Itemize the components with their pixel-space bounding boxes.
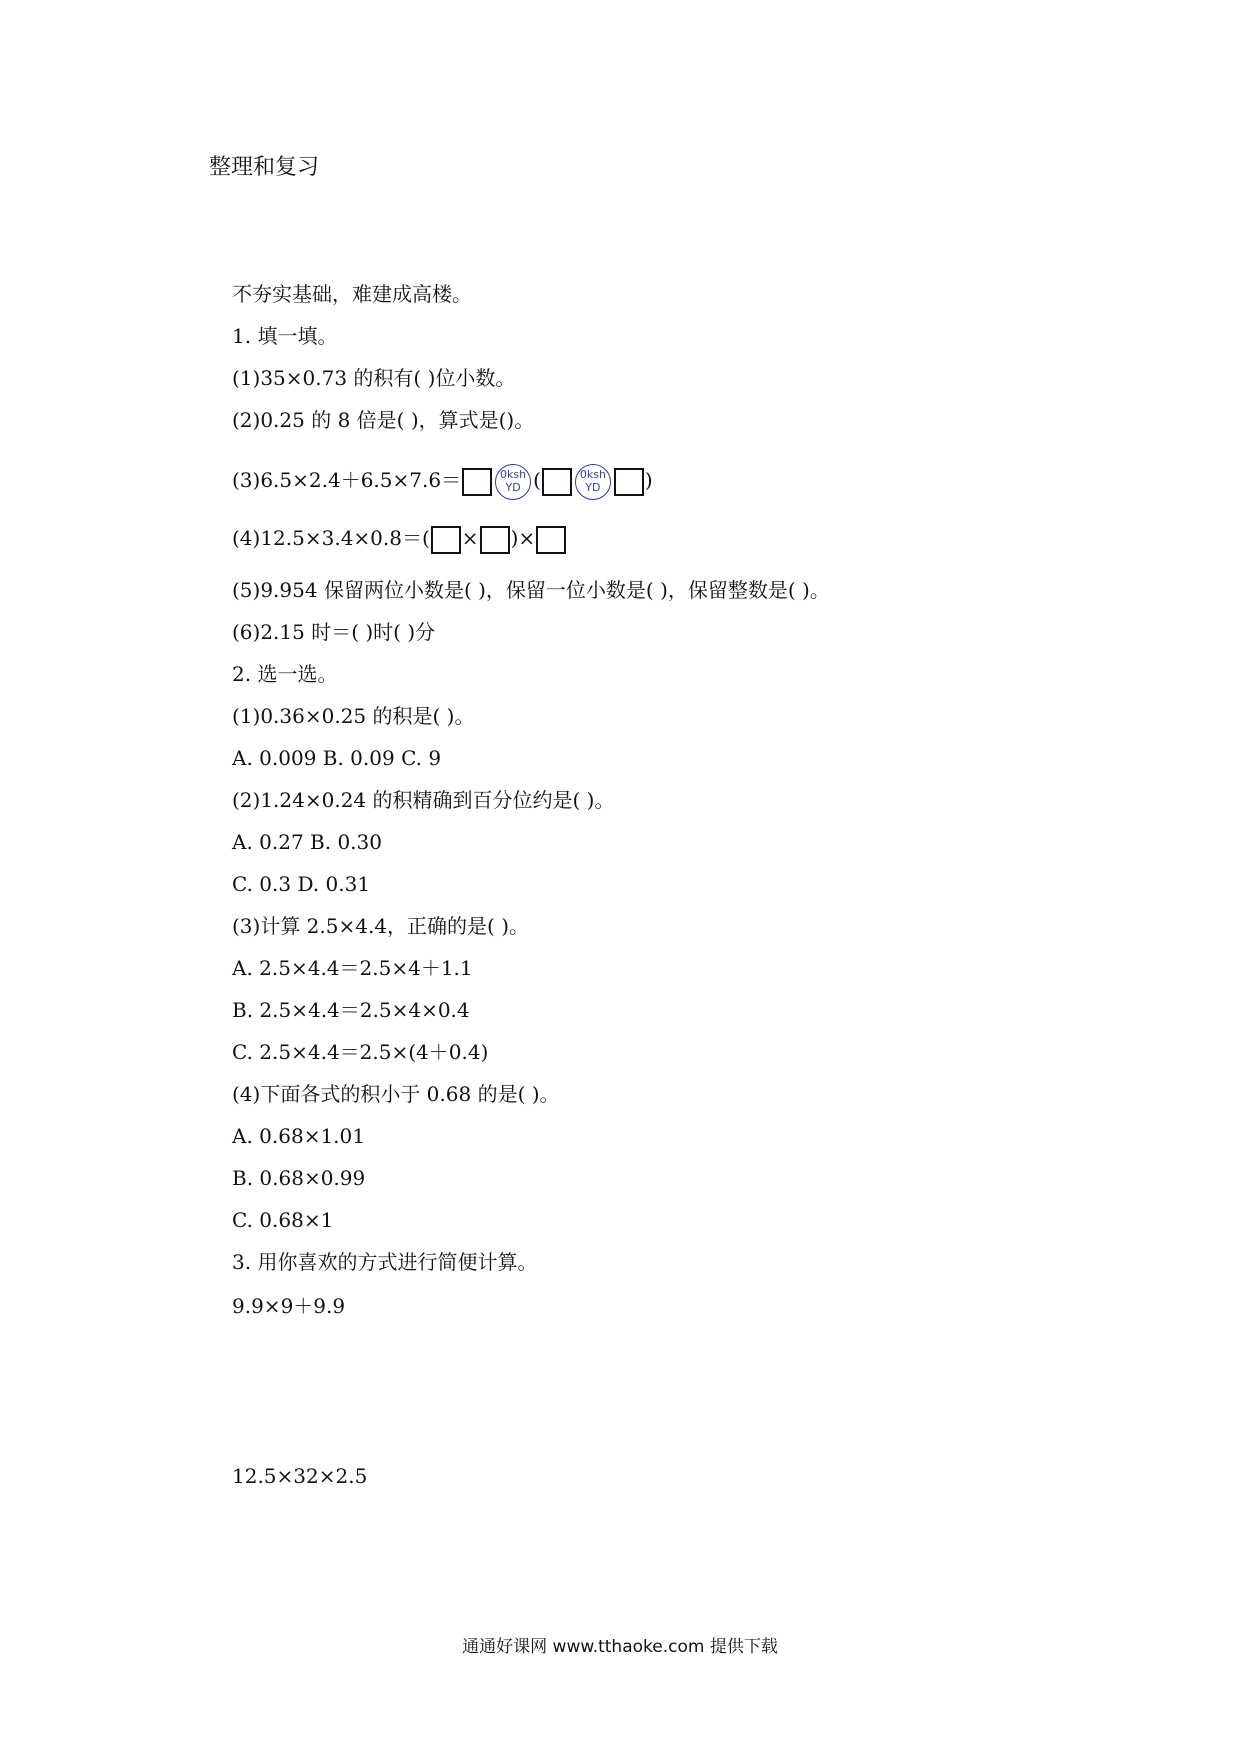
page-title: 整理和复习 bbox=[209, 155, 320, 180]
answer-box[interactable] bbox=[542, 468, 572, 496]
q4-prefix: (4)12.5×3.4×0.8＝( bbox=[232, 526, 430, 550]
s2-q2-options-ab: A. 0.27 B. 0.30 bbox=[232, 830, 382, 854]
s2-q1-options: A. 0.009 B. 0.09 C. 9 bbox=[232, 746, 442, 770]
section3-heading: 3. 用你喜欢的方式进行简便计算。 bbox=[232, 1250, 538, 1274]
s3-expression-2: 12.5×32×2.5 bbox=[232, 1464, 368, 1488]
s2-question-4: (4)下面各式的积小于 0.68 的是( )。 bbox=[232, 1082, 560, 1106]
s2-q2-options-cd: C. 0.3 D. 0.31 bbox=[232, 872, 371, 896]
s2-question-3: (3)计算 2.5×4.4，正确的是( )。 bbox=[232, 914, 530, 938]
footer-source: 通通好课网 www.tthaoke.com 提供下载 bbox=[462, 1637, 778, 1657]
answer-box[interactable] bbox=[536, 526, 566, 554]
answer-box[interactable] bbox=[480, 526, 510, 554]
q3-paren-open: ( bbox=[533, 468, 541, 492]
s2-q3-option-a: A. 2.5×4.4＝2.5×4＋1.1 bbox=[232, 956, 473, 980]
answer-box[interactable] bbox=[462, 468, 492, 496]
q3-prefix: (3)6.5×2.4＋6.5×7.6＝ bbox=[232, 468, 462, 492]
s1-question-6: (6)2.15 时＝( )时( )分 bbox=[232, 620, 436, 644]
s2-q3-option-c: C. 2.5×4.4＝2.5×(4＋0.4) bbox=[232, 1040, 489, 1064]
section2-heading: 2. 选一选。 bbox=[232, 662, 338, 686]
motto: 不夯实基础，难建成高楼。 bbox=[232, 282, 472, 306]
s2-question-1: (1)0.36×0.25 的积是( )。 bbox=[232, 704, 475, 728]
s2-q4-option-c: C. 0.68×1 bbox=[232, 1208, 334, 1232]
answer-box[interactable] bbox=[431, 526, 461, 554]
q3-paren-close: ) bbox=[644, 468, 653, 492]
s2-question-2: (2)1.24×0.24 的积精确到百分位约是( )。 bbox=[232, 788, 615, 812]
stamp-icon: 0ksh YD bbox=[495, 464, 531, 500]
s2-q3-option-b: B. 2.5×4.4＝2.5×4×0.4 bbox=[232, 998, 470, 1022]
s1-question-2: (2)0.25 的 8 倍是( )，算式是()。 bbox=[232, 408, 535, 432]
q4-close-times: )× bbox=[510, 526, 536, 550]
q4-times: × bbox=[461, 526, 479, 550]
stamp-icon: 0ksh YD bbox=[575, 464, 611, 500]
section1-heading: 1. 填一填。 bbox=[232, 324, 338, 348]
s2-q4-option-b: B. 0.68×0.99 bbox=[232, 1166, 366, 1190]
s1-question-1: (1)35×0.73 的积有( )位小数。 bbox=[232, 366, 516, 390]
s3-expression-1: 9.9×9＋9.9 bbox=[232, 1294, 346, 1318]
s1-question-3 bbox=[232, 460, 653, 500]
answer-box[interactable] bbox=[614, 468, 644, 496]
s1-question-4 bbox=[232, 520, 567, 556]
s2-q4-option-a: A. 0.68×1.01 bbox=[232, 1124, 365, 1148]
s1-question-5: (5)9.954 保留两位小数是( )，保留一位小数是( )，保留整数是( )。 bbox=[232, 578, 830, 602]
